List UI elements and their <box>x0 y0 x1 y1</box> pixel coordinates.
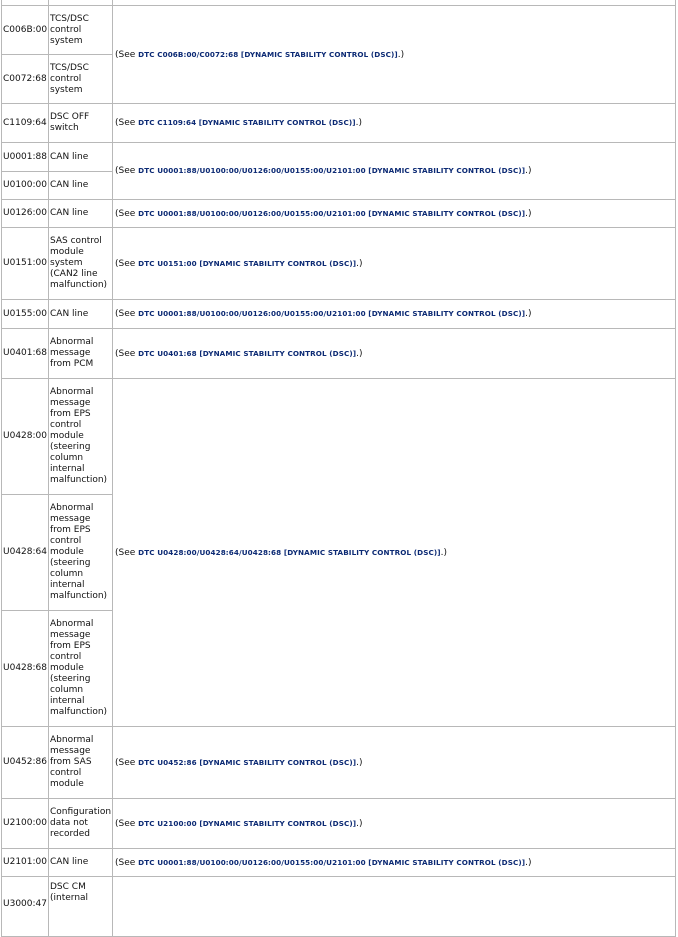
dtc-description: CAN line <box>49 143 113 172</box>
dtc-description: Abnormal message from EPS control module (steering column internal malfunction) <box>49 495 113 611</box>
table-row <box>2 300 676 329</box>
see-prefix: (See <box>115 818 139 829</box>
see-prefix: (See <box>115 258 139 269</box>
see-prefix: (See <box>115 166 139 176</box>
see-suffix: .) <box>525 309 532 319</box>
table-row <box>2 799 676 849</box>
dtc-action-cell <box>113 300 676 329</box>
table-row <box>2 329 676 379</box>
table-row <box>2 6 676 55</box>
dtc-code: U0428:64 <box>2 495 49 611</box>
dtc-action-cell <box>113 6 676 104</box>
see-suffix: .) <box>440 547 448 558</box>
dtc-procedure-link[interactable]: DTC C1109:64 [DYNAMIC STABILITY CONTROL (DSC)] <box>138 118 356 127</box>
dtc-code: U2101:00 <box>2 849 49 877</box>
dtc-description: TCS/DSC control system <box>49 6 113 55</box>
dtc-procedure-link[interactable]: DTC U0452:86 [DYNAMIC STABILITY CONTROL (DSC)] <box>138 757 357 767</box>
dtc-description: CAN line <box>49 849 113 877</box>
dtc-description: Configuration data not recorded <box>49 799 113 849</box>
dtc-code: U0151:00 <box>2 228 49 300</box>
dtc-description: CAN line <box>49 300 113 329</box>
dtc-procedure-link[interactable]: DTC U0001:88/U0100:00/U0126:00/U0155:00/U2101:00 [DYNAMIC STABILITY CONTROL (DSC)] <box>138 857 526 867</box>
see-suffix: .) <box>525 208 532 219</box>
see-suffix: .) <box>397 49 405 60</box>
dtc-code: U2100:00 <box>2 799 49 849</box>
dtc-description: CAN line <box>49 172 113 200</box>
see-prefix: (See <box>115 49 139 60</box>
see-prefix: (See <box>115 208 139 219</box>
table-row <box>2 228 676 300</box>
see-suffix: .) <box>356 818 363 829</box>
dtc-code: U0428:00 <box>2 379 49 495</box>
see-prefix: (See <box>115 757 139 768</box>
see-prefix: (See <box>115 348 139 359</box>
dtc-action-cell <box>113 379 676 727</box>
dtc-description: Abnormal message from PCM <box>49 329 113 379</box>
dtc-action-cell <box>113 849 676 877</box>
table-row <box>2 200 676 228</box>
dtc-description: DSC OFF switch <box>49 104 113 143</box>
see-prefix: (See <box>115 857 139 868</box>
table-row <box>2 143 676 172</box>
table-row <box>2 104 676 143</box>
dtc-procedure-link[interactable]: DTC U0001:88/U0100:00/U0126:00/U0155:00/U2101:00 [DYNAMIC STABILITY CONTROL (DSC)] <box>138 309 526 318</box>
see-suffix: .) <box>525 857 532 868</box>
dtc-description: TCS/DSC control system <box>49 55 113 104</box>
dtc-action-cell <box>113 228 676 300</box>
dtc-code: C0072:68 <box>2 55 49 104</box>
dtc-table-page <box>1 0 676 937</box>
see-suffix: .) <box>356 757 363 768</box>
see-suffix: .) <box>356 348 363 359</box>
dtc-description: SAS control module system (CAN2 line malfunction) <box>49 228 113 300</box>
dtc-code: U0452:86 <box>2 727 49 799</box>
dtc-table <box>1 0 676 937</box>
dtc-code: U0100:00 <box>2 172 49 200</box>
dtc-description: Abnormal message from EPS control module (steering column internal malfunction) <box>49 379 113 495</box>
dtc-procedure-link[interactable]: DTC U2100:00 [DYNAMIC STABILITY CONTROL (DSC)] <box>138 818 357 828</box>
dtc-code: U0155:00 <box>2 300 49 329</box>
see-suffix: .) <box>356 258 363 269</box>
dtc-action-cell <box>113 727 676 799</box>
dtc-code: U0126:00 <box>2 200 49 228</box>
dtc-action-cell <box>113 329 676 379</box>
dtc-code: U0001:88 <box>2 143 49 172</box>
dtc-code: U3000:47 <box>2 877 49 937</box>
dtc-procedure-link[interactable]: DTC U0151:00 [DYNAMIC STABILITY CONTROL (DSC)] <box>138 258 357 268</box>
table-row <box>2 849 676 877</box>
dtc-description: Abnormal message from SAS control module <box>49 727 113 799</box>
dtc-action-cell <box>113 877 676 937</box>
dtc-action-cell <box>113 200 676 228</box>
table-row <box>2 877 676 937</box>
dtc-description: Abnormal message from EPS control module (steering column internal malfunction) <box>49 611 113 727</box>
see-prefix: (See <box>115 547 139 558</box>
dtc-description: DSC CM (internal <box>49 877 113 937</box>
table-row <box>2 379 676 495</box>
dtc-code: U0428:68 <box>2 611 49 727</box>
dtc-procedure-link[interactable]: DTC C006B:00/C0072:68 [DYNAMIC STABILITY CONTROL (DSC)] <box>138 49 398 59</box>
table-row <box>2 727 676 799</box>
see-suffix: .) <box>355 118 362 128</box>
dtc-procedure-link[interactable]: DTC U0001:88/U0100:00/U0126:00/U0155:00/U2101:00 [DYNAMIC STABILITY CONTROL (DSC)] <box>138 166 526 175</box>
dtc-action-cell <box>113 104 676 143</box>
dtc-action-cell <box>113 799 676 849</box>
dtc-description: CAN line <box>49 200 113 228</box>
dtc-procedure-link[interactable]: DTC U0401:68 [DYNAMIC STABILITY CONTROL (DSC)] <box>138 348 357 358</box>
dtc-code: U0401:68 <box>2 329 49 379</box>
dtc-procedure-link[interactable]: DTC U0428:00/U0428:64/U0428:68 [DYNAMIC STABILITY CONTROL (DSC)] <box>138 547 441 557</box>
dtc-code: C1109:64 <box>2 104 49 143</box>
see-prefix: (See <box>115 309 139 319</box>
dtc-procedure-link[interactable]: DTC U0001:88/U0100:00/U0126:00/U0155:00/U2101:00 [DYNAMIC STABILITY CONTROL (DSC)] <box>138 208 526 218</box>
see-prefix: (See <box>115 118 139 128</box>
dtc-action-cell <box>113 143 676 200</box>
dtc-code: C006B:00 <box>2 6 49 55</box>
see-suffix: .) <box>525 166 532 176</box>
